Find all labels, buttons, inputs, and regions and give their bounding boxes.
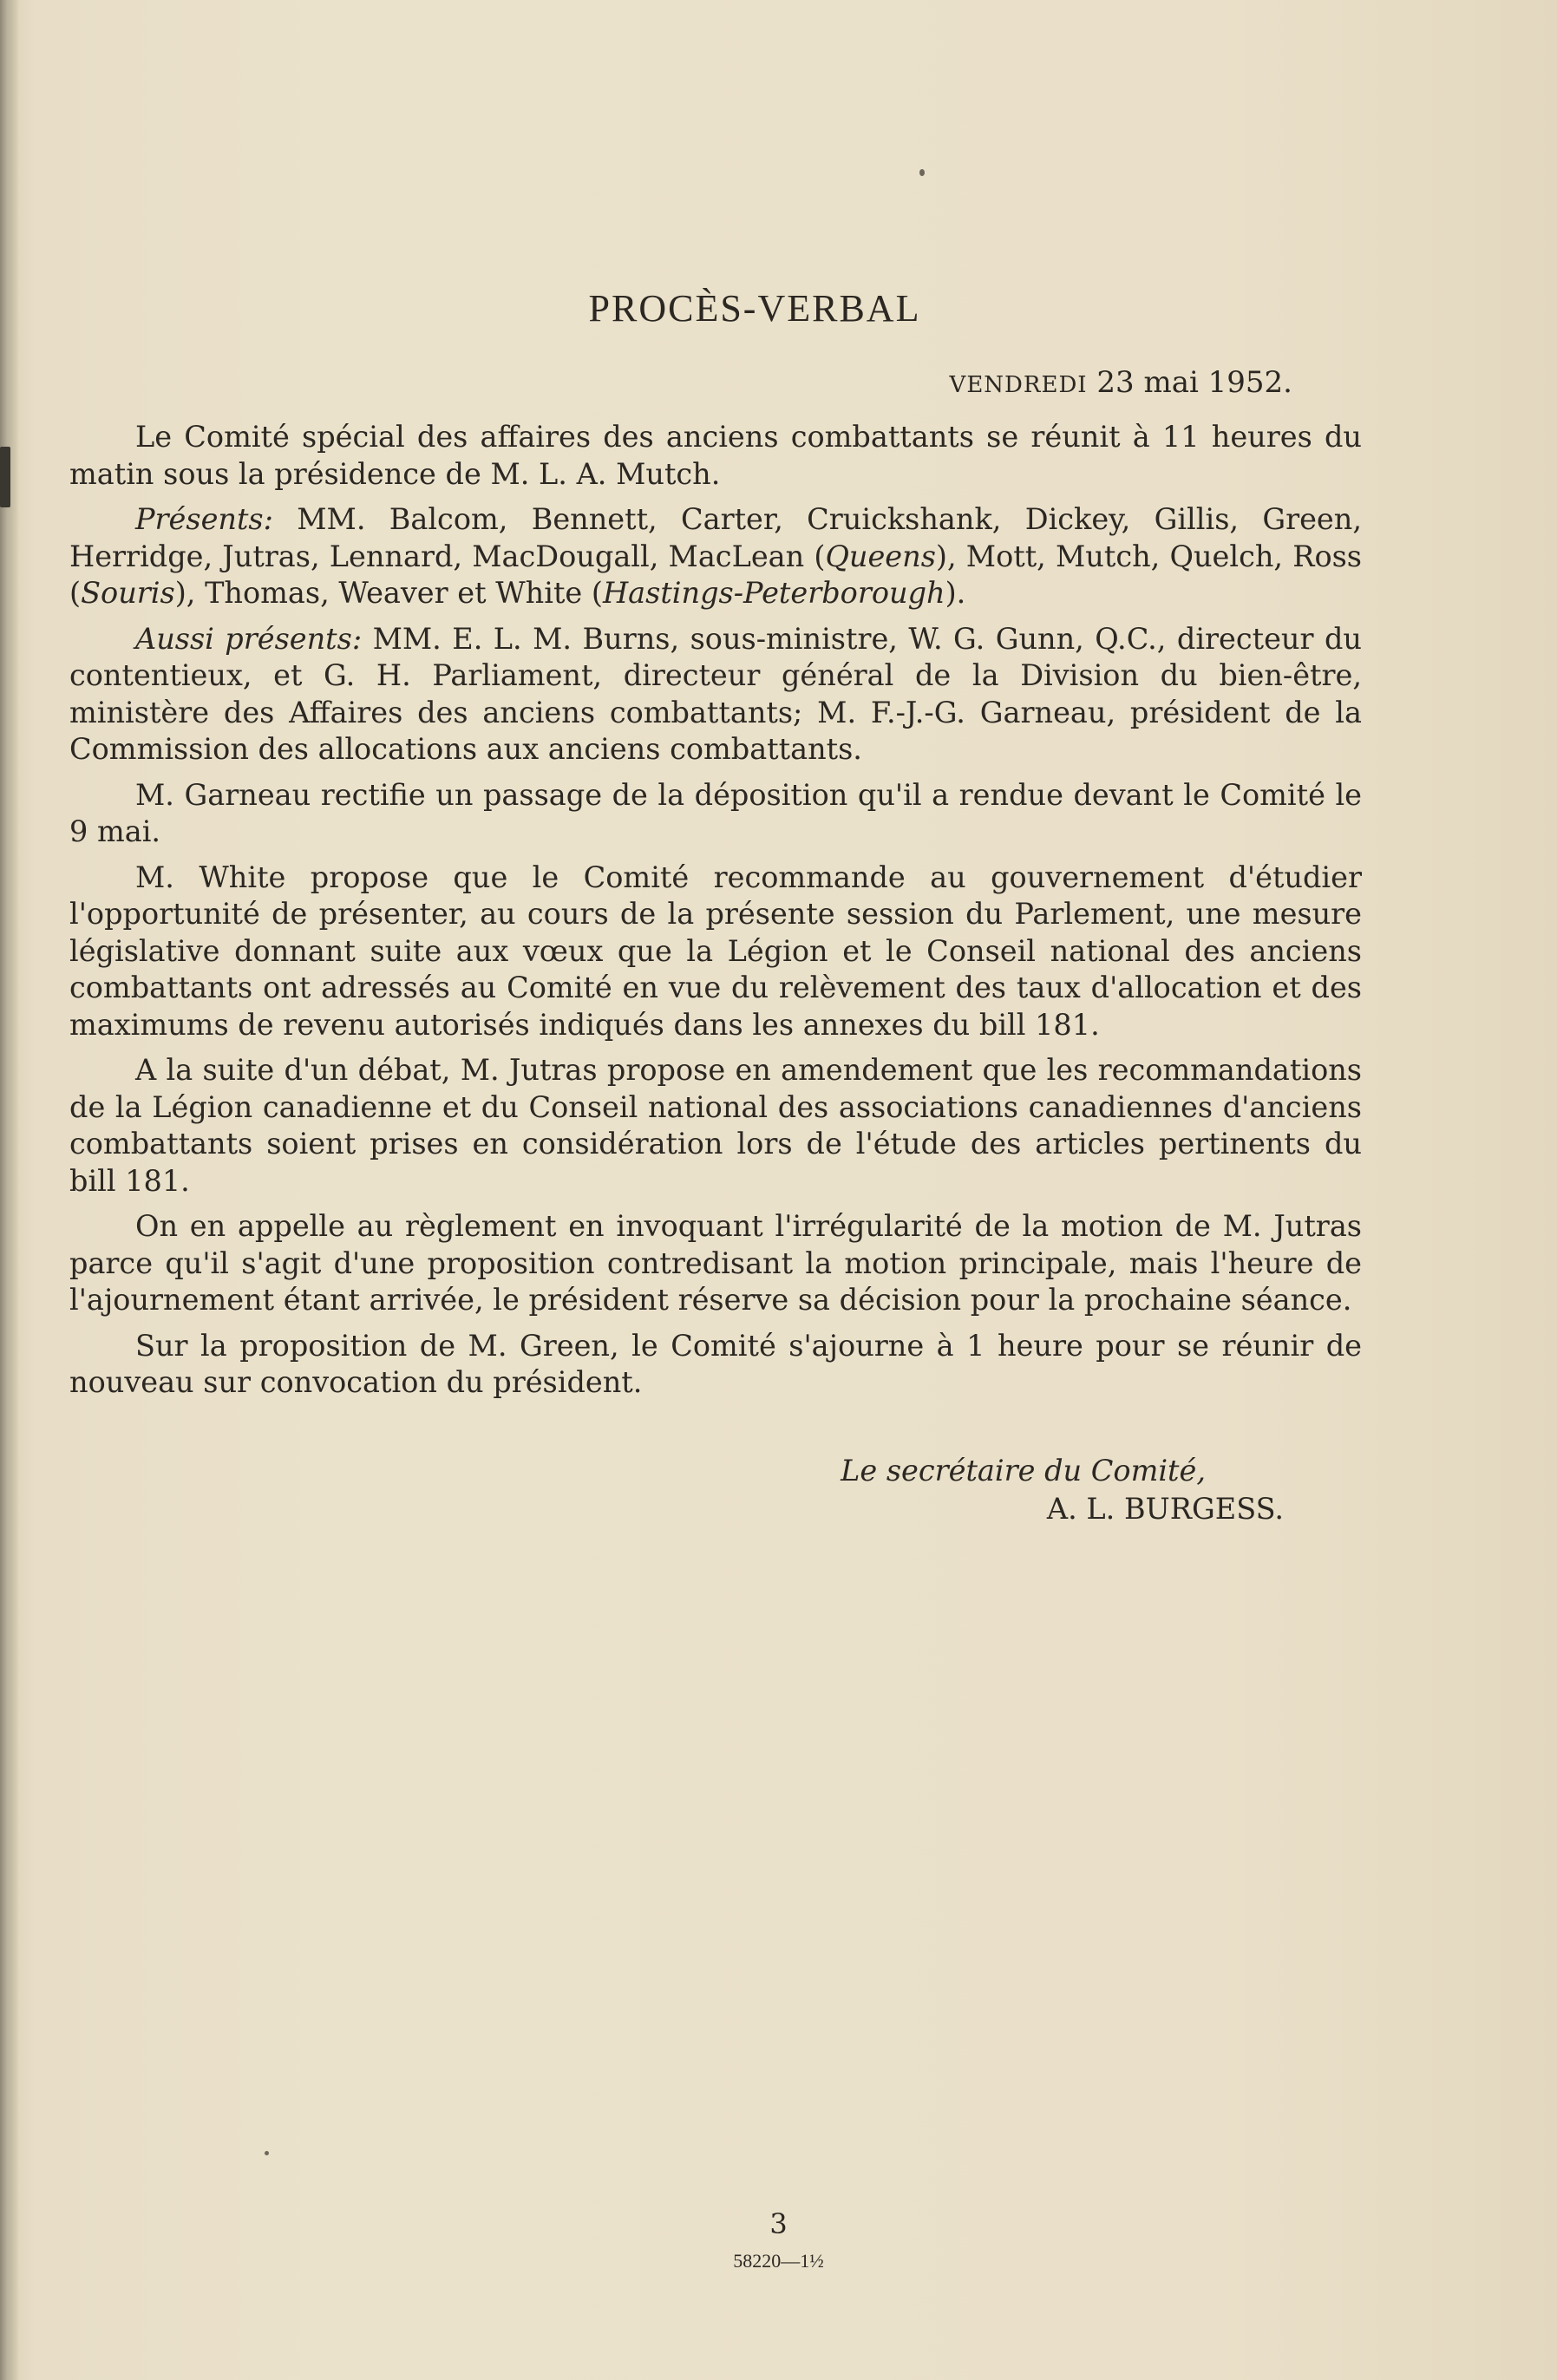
date-weekday: VENDREDI (949, 372, 1088, 398)
paragraph-text: MM. E. L. M. Burns, sous-ministre, W. G. Gunn, Q.C., directeur du contentieux, et G. H. Parliament, directeur général de la Division du bien-être, ministère des Affaires des anciens combattants; M. F.-J.-G. Garneau, président de la Commission des allocations aux anciens combattants. (69, 621, 1362, 766)
paper-speck (919, 169, 925, 176)
paragraph-text: ). (945, 576, 966, 610)
document-body (69, 286, 1362, 1528)
minutes-paragraph (69, 1328, 1362, 1402)
paragraph-text: Le Comité spécial des affaires des anciens combattants se réunit à 11 heures du matin sous la présidence de M. L. A. Mutch. (69, 420, 1362, 491)
minutes-paragraph (69, 777, 1362, 851)
paragraph-text: A la suite d'un débat, M. Jutras propose en amendement que les recommandations de la Légion canadienne et du Conseil national des associations canadiennes d'anciens combattants soient prises en considération lors de l'étude des articles pertinents du bill 181. (69, 1053, 1362, 1198)
date-rest: 23 mai 1952. (1096, 365, 1292, 400)
italic-text: Souris (81, 576, 175, 610)
minutes-paragraph (69, 1052, 1362, 1200)
binding-edge (0, 0, 19, 2380)
paragraph-text: Sur la proposition de M. Green, le Comité s'ajourne à 1 heure pour se réunir de nouveau sur convocation du président. (69, 1328, 1362, 1399)
print-code: 58220—1½ (733, 2250, 824, 2272)
italic-text: Aussi présents: (135, 621, 363, 656)
signature-title: Le secrétaire du Comité, (841, 1453, 1206, 1488)
page-title: PROCÈS-VERBAL (588, 287, 921, 330)
meeting-date (69, 365, 1292, 400)
minutes-paragraph (69, 860, 1362, 1044)
paragraph-text: ), Mott, Mutch, Quelch, Ross ( (69, 539, 1362, 610)
paragraph-text: MM. Balcom, Bennett, Carter, Cruickshank, Dickey, Gillis, Green, Herridge, Jutras, Lennard, MacDougall, MacLean ( (69, 502, 1362, 573)
paper-speck (265, 2151, 269, 2155)
minutes-paragraph (69, 1208, 1362, 1319)
minutes-paragraph (69, 621, 1362, 768)
paragraph-text: M. Garneau rectifie un passage de la déposition qu'il a rendue devant le Comité le 9 mai. (69, 777, 1362, 848)
page-number: 3 (769, 2207, 788, 2240)
binding-mark (0, 447, 10, 507)
italic-text: Hastings-Peterborough (602, 576, 945, 610)
paragraph-text: ), Thomas, Weaver et White ( (174, 576, 603, 610)
paragraph-text: On en appelle au règlement en invoquant l'irrégularité de la motion de M. Jutras parce qu'il s'agit d'une proposition contredisant la motion principale, mais l'heure de l'ajournement étant arrivée, le président réserve sa décision pour la prochaine séance. (69, 1209, 1362, 1317)
italic-text: Présents: (135, 502, 273, 536)
signature-name: A. L. BURGESS. (1046, 1491, 1284, 1526)
minutes-paragraph (69, 419, 1362, 493)
paragraph-text: M. White propose que le Comité recommande au gouvernement d'étudier l'opportunité de présenter, au cours de la présente session du Parlement, une mesure législative donnant suite aux vœux que la Légion et le Conseil national des anciens combattants ont adressés au Comité en vue du relèvement des taux d'allocation et des maximums de revenu autorisés indiqués dans les annexes du bill 181. (69, 860, 1362, 1042)
minutes-paragraphs (69, 419, 1362, 1402)
signature-block (69, 1452, 1362, 1528)
italic-text: Queens (825, 539, 936, 573)
minutes-paragraph (69, 501, 1362, 612)
